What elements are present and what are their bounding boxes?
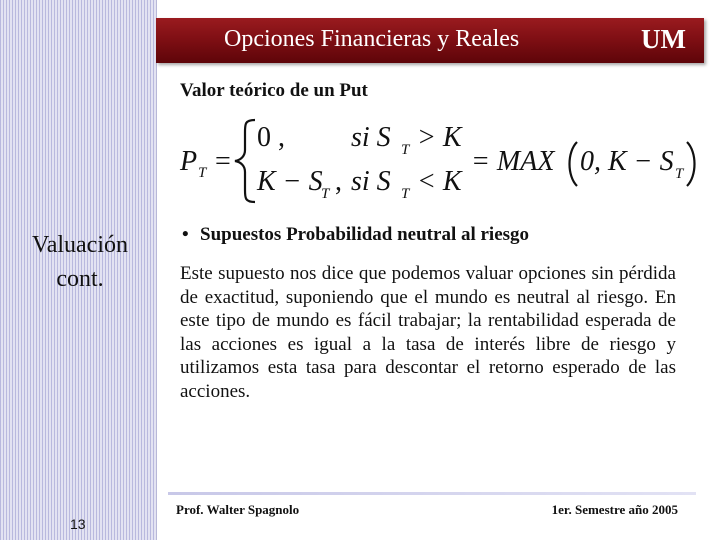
page-number: 13 [70, 516, 86, 532]
formula-case2-value: K − S [257, 166, 323, 197]
footer-author: Prof. Walter Spagnolo [176, 502, 300, 517]
formula-case1-value: 0 , [257, 122, 285, 153]
formula-rhs-args: 0, K − S [580, 146, 674, 177]
footer-semester: 1er. Semestre año 2005 [551, 502, 678, 517]
formula-case2-comma: , [335, 166, 342, 197]
footer-divider [168, 492, 696, 495]
formula-rhs-sub: T [675, 166, 684, 182]
formula-case2-rest: < K [417, 166, 462, 197]
header-bar [156, 18, 704, 63]
bullet-item [182, 224, 529, 246]
section-title-line1: Valuación [32, 232, 128, 258]
formula-paren-close [687, 142, 695, 186]
formula-case1-sub: T [401, 142, 410, 158]
put-value-formula [175, 110, 715, 205]
formula-lhs-p: P [180, 146, 198, 177]
slide-subtitle: Valor teórico de un Put [180, 80, 368, 101]
um-logo: UM [641, 24, 686, 54]
formula-equals: = [215, 146, 231, 177]
formula-paren-open [570, 142, 578, 186]
header-title: Opciones Financieras y Reales [224, 26, 520, 52]
formula-case2-value-sub: T [321, 186, 330, 202]
formula-case2-cond: si S [351, 166, 391, 197]
bullet-text: Supuestos Probabilidad neutral al riesgo [200, 224, 530, 245]
formula-case2-sub: T [401, 186, 410, 202]
bullet-dot: • [182, 224, 189, 245]
formula-rhs-max: = MAX [471, 146, 555, 177]
section-title [0, 228, 160, 296]
formula-case1-rest: > K [417, 122, 462, 153]
formula-lhs-sub: T [198, 165, 207, 181]
section-title-line2: cont. [56, 266, 104, 292]
formula-case1-cond: si S [351, 122, 391, 153]
body-paragraph: Este supuesto nos dice que podemos valuar opciones sin pérdida de exactitud, suponiendo que el mundo es neutral al riesgo. En este tipo de mundo es fácil trabajar; la rentabilidad esperada de las acciones es igual a la tasa de interés libre de riesgo y utilizamos esta tasa para descontar el retorno esperado de las acciones. [180, 263, 676, 402]
formula-brace [235, 120, 255, 202]
